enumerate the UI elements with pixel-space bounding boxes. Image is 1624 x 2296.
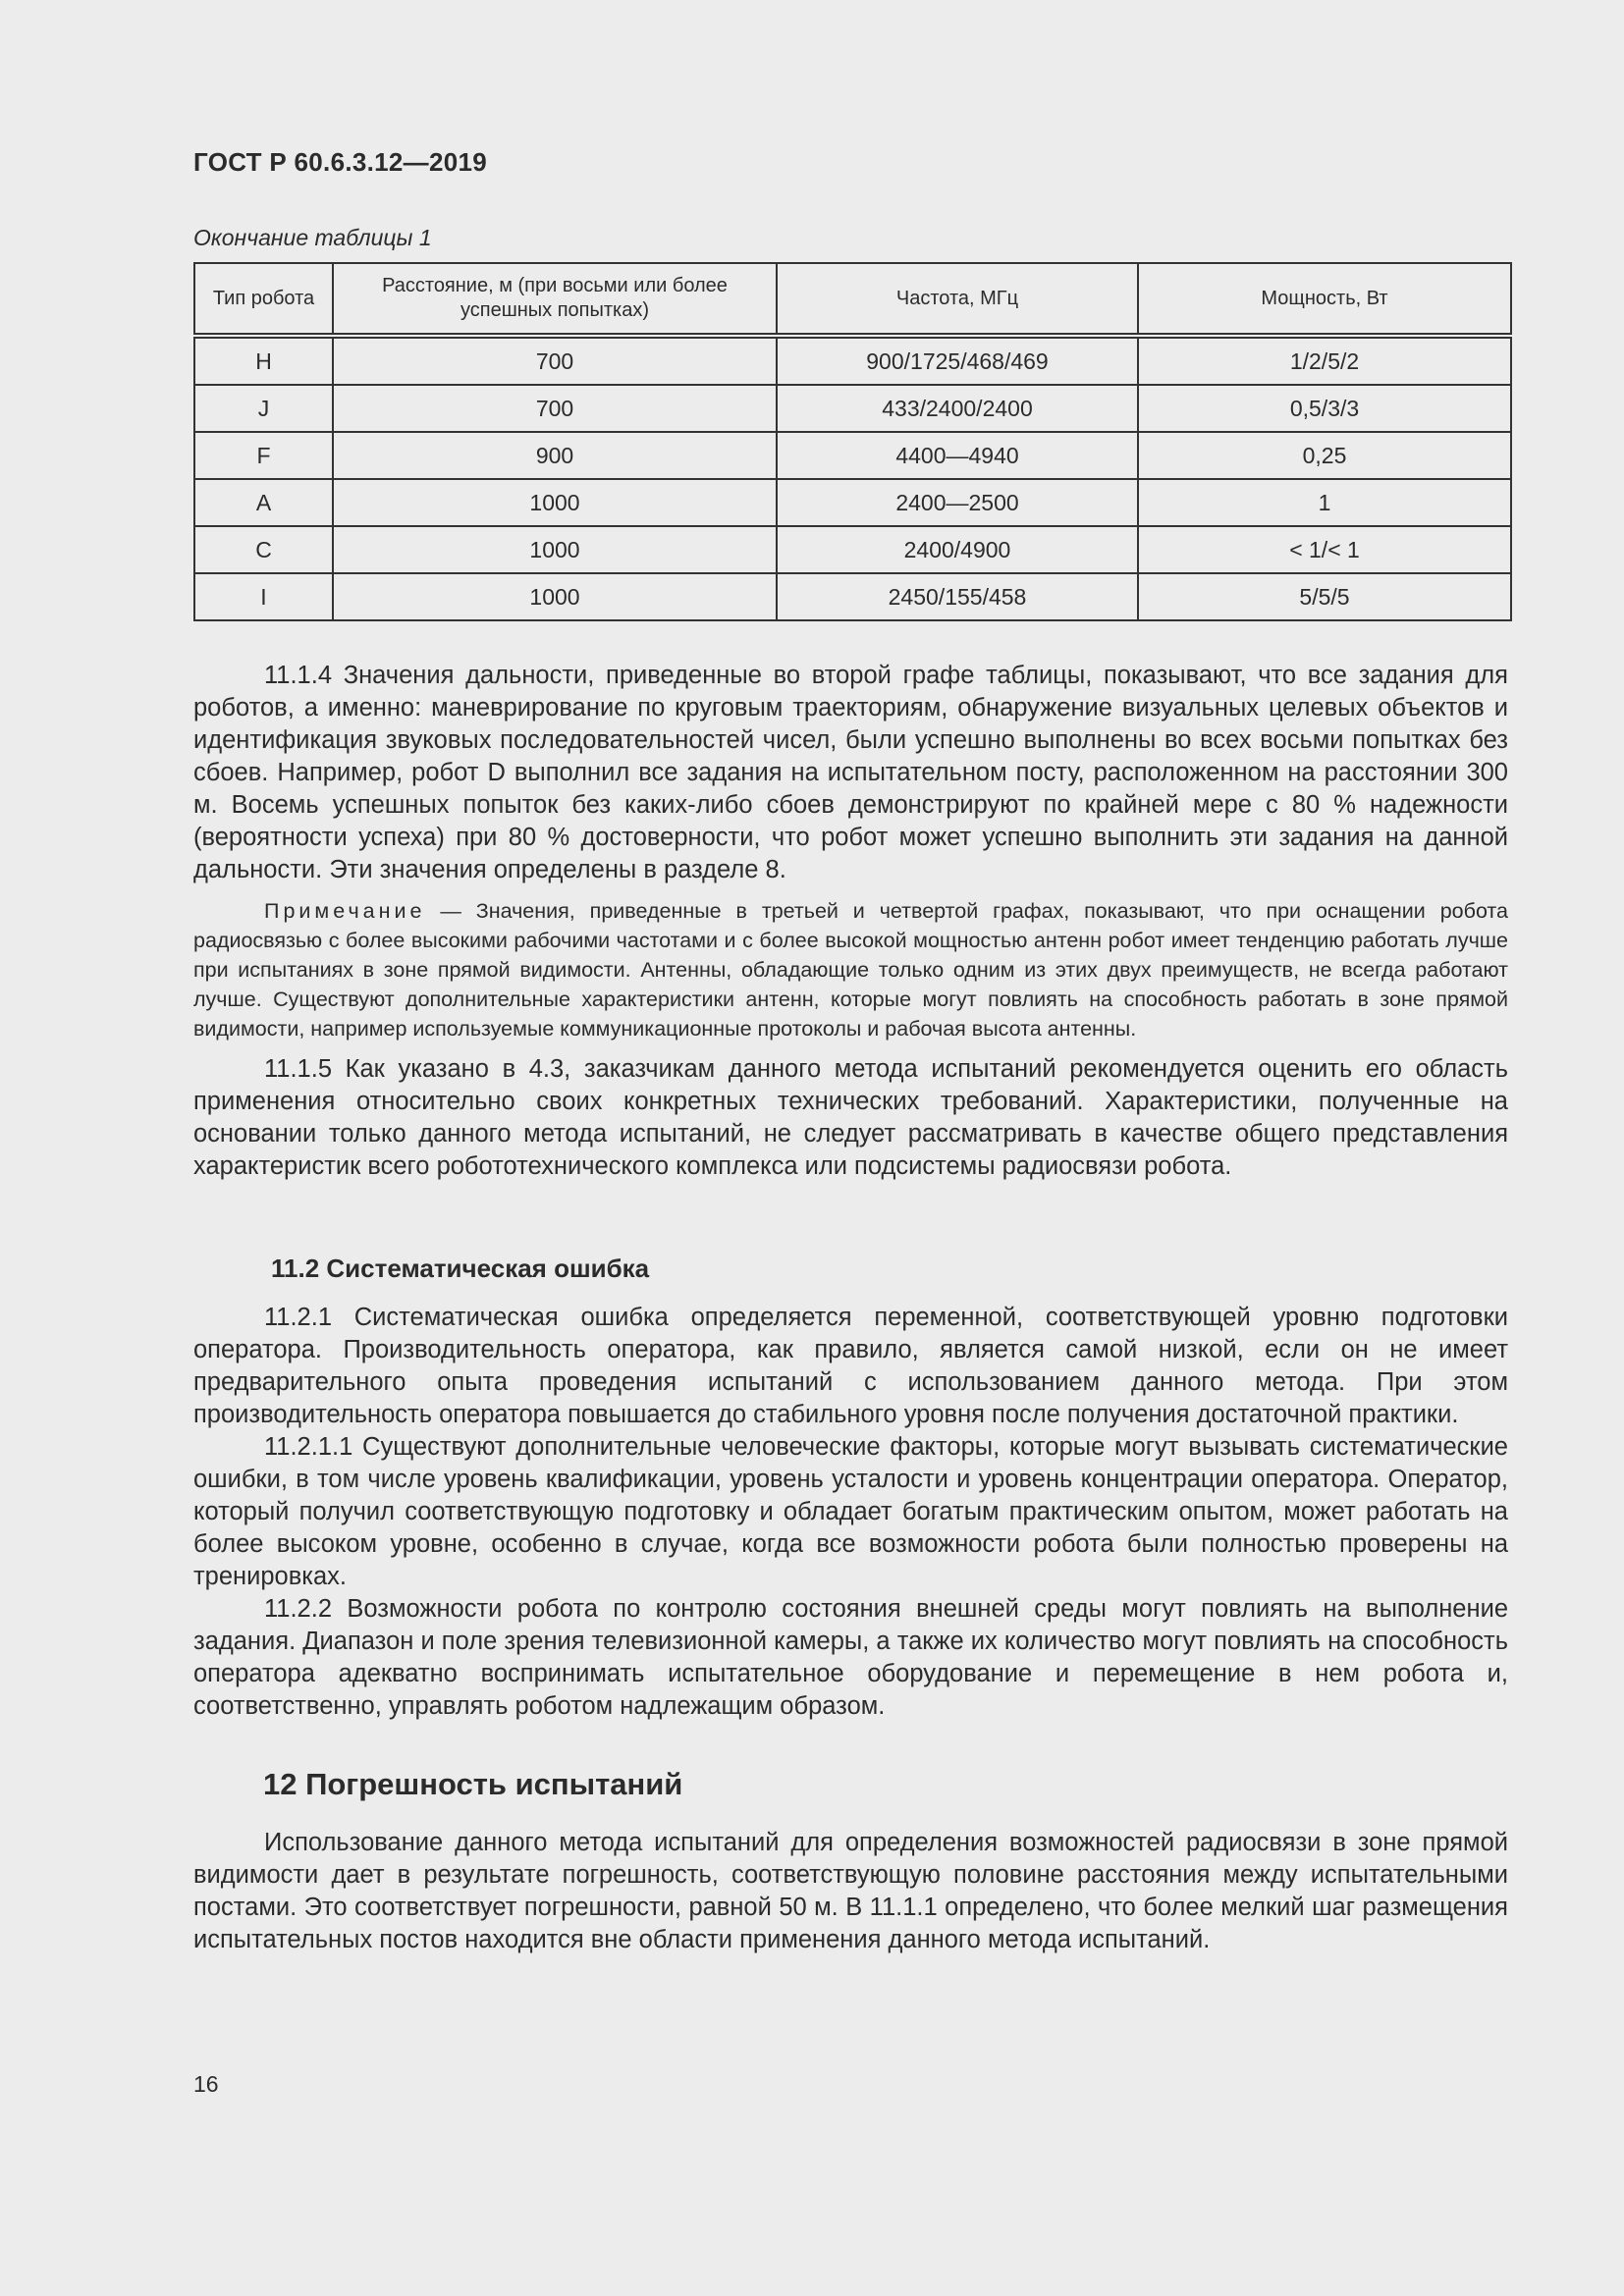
paragraph-11-1-4: 11.1.4 Значения дальности, приведенные во второй графе таблицы, показывают, что все задания для роботов, а именно: маневрирование по круговым траекториям, обнаружение визуальных целевых объектов и идентификация звуковых последовательностей чисел, были успешно выполнены во всех восьми попытках без сбоев. Например, робот D выполнил все задания на испытательном посту, расположенном на расстоянии 300 м. Восемь успешных попыток без каких-либо сбоев демонстрируют по крайней мере с 80 % надежности (вероятности успеха) при 80 % достоверности, что робот может успешно выполнить эти задания на данной дальности. Эти значения определены в разделе 8. (193, 662, 1508, 883)
paragraph-12: Использование данного метода испытаний для определения возможностей радиосвязи в зоне прямой видимости дает в результате погрешность, соответствующую половине расстояния между испытательными постами. Это соответствует погрешности, равной 50 м. В 11.1.1 определено, что более мелкий шаг размещения испытательных постов находится вне области применения данного метода испытаний. (193, 1829, 1508, 1953)
subsection-heading-11-2: 11.2 Систематическая ошибка (271, 1254, 650, 1283)
cell-frequency: 2450/155/458 (777, 573, 1138, 620)
cell-power: < 1/< 1 (1138, 526, 1511, 573)
cell-power: 0,5/3/3 (1138, 385, 1511, 432)
section-12 (193, 1827, 1508, 1956)
cell-robot-type: A (194, 479, 333, 526)
table-row (194, 526, 1511, 573)
cell-frequency: 2400—2500 (777, 479, 1138, 526)
cell-distance: 900 (333, 432, 777, 479)
cell-frequency: 2400/4900 (777, 526, 1138, 573)
cell-distance: 1000 (333, 526, 777, 573)
table-row (194, 385, 1511, 432)
data-table (193, 262, 1512, 621)
column-header-robot-type: Тип робота (194, 263, 333, 336)
paragraph-11-2-1: 11.2.1 Систематическая ошибка определяется переменной, соответствующей уровню подготовки оператора. Производительность оператора, как правило, является самой низкой, если он не имеет предварительного опыта проведения испытаний с использованием данного метода. При этом производительность оператора повышается до стабильного уровня после получения достаточной практики. (193, 1304, 1508, 1428)
section-11-1-4 (193, 660, 1508, 1183)
note-label: Примечание (264, 899, 426, 923)
paragraph-11-1-5: 11.1.5 Как указано в 4.3, заказчикам данного метода испытаний рекомендуется оценить его область применения относительно своих конкретных технических требований. Характеристики, полученные на основании только данного метода испытаний, не следует рассматривать в качестве общего представления характеристик всего робототехнического комплекса или подсистемы радиосвязи робота. (193, 1055, 1508, 1180)
cell-robot-type: C (194, 526, 333, 573)
cell-frequency: 433/2400/2400 (777, 385, 1138, 432)
column-header-power: Мощность, Вт (1138, 263, 1511, 336)
cell-power: 1 (1138, 479, 1511, 526)
cell-distance: 700 (333, 336, 777, 385)
column-header-distance: Расстояние, м (при восьми или более успешных попытках) (333, 263, 777, 336)
table-caption: Окончание таблицы 1 (193, 225, 432, 250)
cell-power: 5/5/5 (1138, 573, 1511, 620)
cell-distance: 1000 (333, 479, 777, 526)
note-paragraph (193, 896, 1508, 1043)
cell-robot-type: F (194, 432, 333, 479)
table-header-row (194, 263, 1511, 336)
table-row (194, 336, 1511, 385)
cell-power: 0,25 (1138, 432, 1511, 479)
note-text: — Значения, приведенные в третьей и четвертой графах, показывают, что при оснащении робота радиосвязью с более высокими рабочими частотами и с более высокой мощностью антенн робот имеет тенденцию работать лучше при испытаниях в зоне прямой видимости. Антенны, обладающие только одним из этих двух преимуществ, не всегда работают лучше. Существуют дополнительные характеристики антенн, которые могут повлиять на способность работать в зоне прямой видимости, например используемые коммуникационные протоколы и рабочая высота антенны. (193, 899, 1508, 1041)
cell-distance: 700 (333, 385, 777, 432)
page-header-standard-number: ГОСТ Р 60.6.3.12—2019 (193, 147, 487, 177)
section-11-2 (193, 1302, 1508, 1723)
cell-frequency: 900/1725/468/469 (777, 336, 1138, 385)
table-row (194, 432, 1511, 479)
paragraph-11-2-2: 11.2.2 Возможности робота по контролю состояния внешней среды могут повлиять на выполнение задания. Диапазон и поле зрения телевизионной камеры, а также их количество могут повлиять на способность оператора адекватно воспринимать испытательное оборудование и перемещение в нем робота и, соответственно, управлять роботом надлежащим образом. (193, 1595, 1508, 1720)
paragraph-11-2-1-1: 11.2.1.1 Существуют дополнительные человеческие факторы, которые могут вызывать систематические ошибки, в том числе уровень квалификации, уровень усталости и уровень концентрации оператора. Оператор, который получил соответствующую подготовку и обладает богатым практическим опытом, может работать на более высоком уровне, особенно в случае, когда все возможности робота были полностью проверены на тренировках. (193, 1433, 1508, 1590)
cell-power: 1/2/5/2 (1138, 336, 1511, 385)
page-number: 16 (193, 2071, 219, 2097)
section-heading-12: 12 Погрешность испытаний (263, 1767, 683, 1801)
table-row (194, 479, 1511, 526)
cell-robot-type: J (194, 385, 333, 432)
table-row (194, 573, 1511, 620)
column-header-frequency: Частота, МГц (777, 263, 1138, 336)
cell-frequency: 4400—4940 (777, 432, 1138, 479)
cell-distance: 1000 (333, 573, 777, 620)
cell-robot-type: H (194, 336, 333, 385)
cell-robot-type: I (194, 573, 333, 620)
